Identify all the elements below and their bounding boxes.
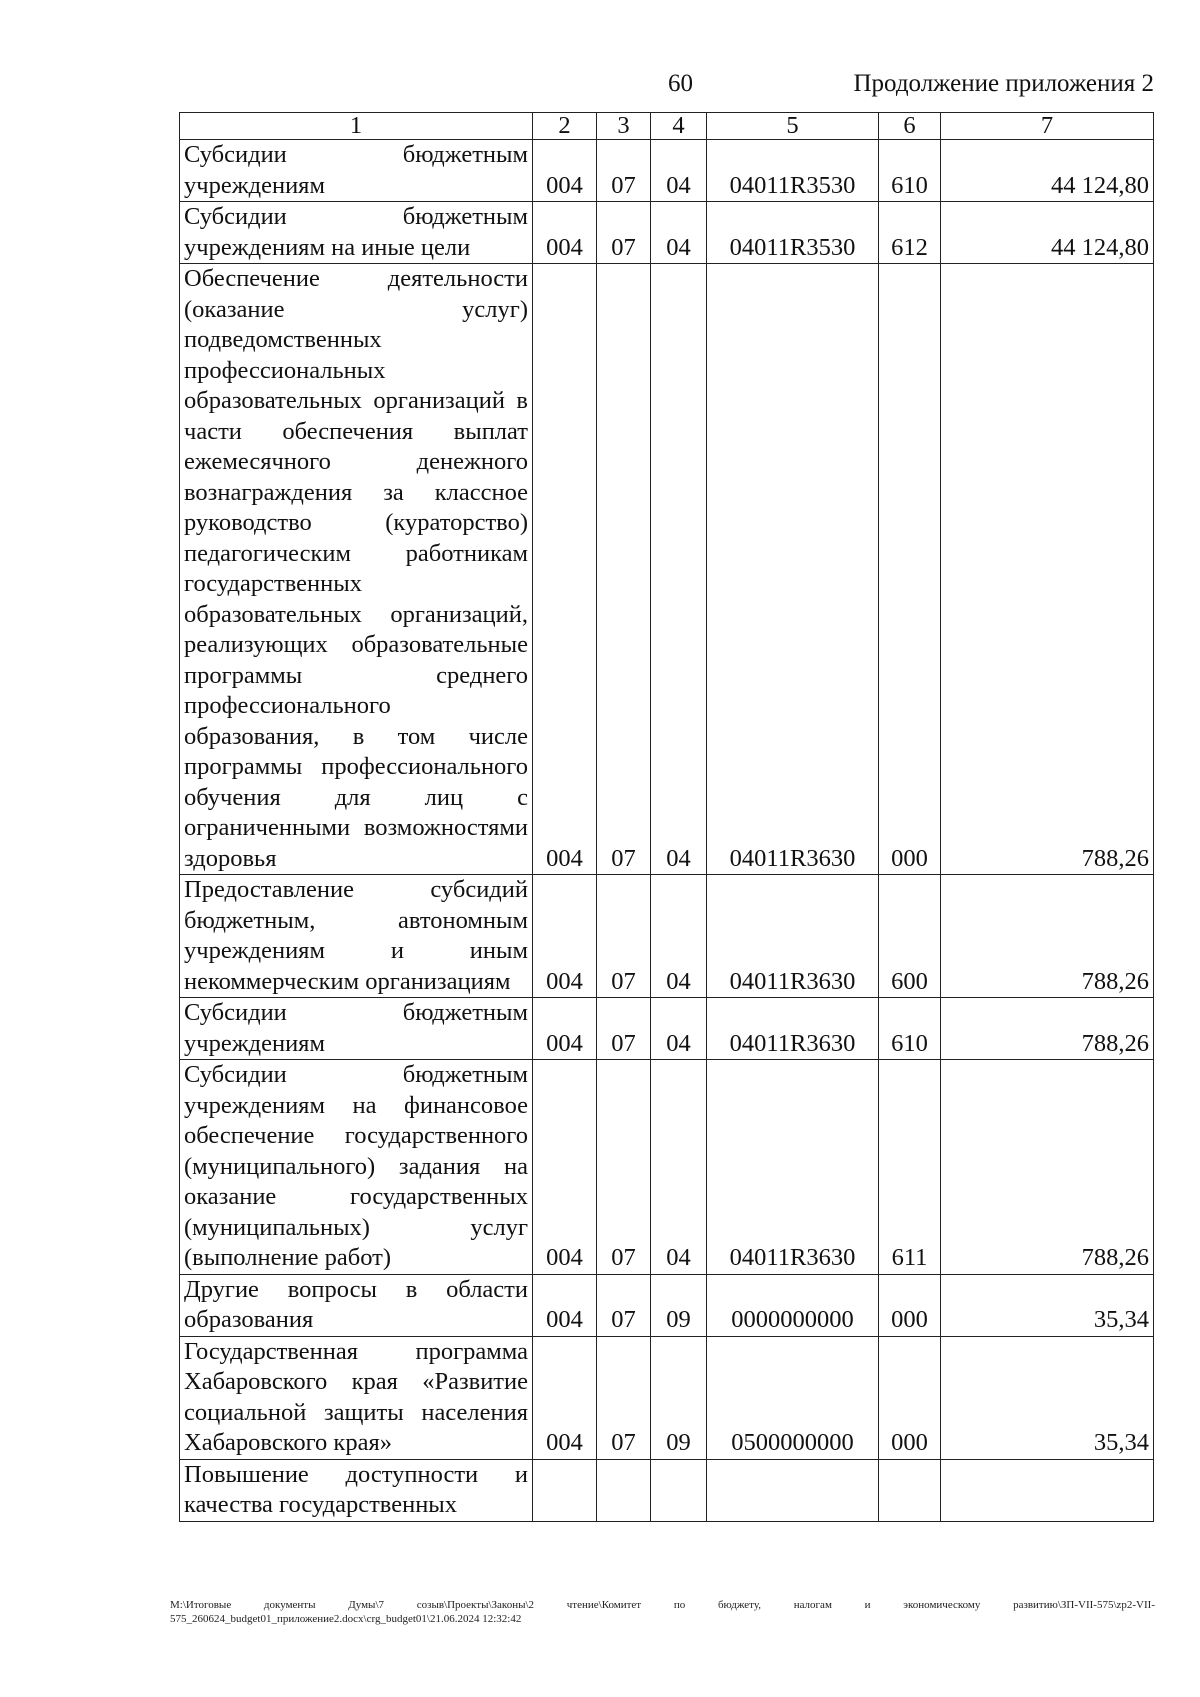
column-header: 7	[941, 113, 1154, 140]
cell-amount: 35,34	[941, 1274, 1154, 1336]
document-file-path: М:\Итоговые документы Думы\7 созыв\Проекты\Законы\2 чтение\Комитет по бюджету, налогам и экономическому развитию\ЗП-VII-575\zp2-VII-575_260624_budget01_приложение2.docx\crg_budget01\21.06.2024 12:32:42	[170, 1599, 1155, 1625]
cell-expense-type	[879, 1459, 941, 1521]
cell-code: 004	[533, 1060, 597, 1275]
cell-subsection: 09	[651, 1274, 707, 1336]
cell-code: 004	[533, 875, 597, 998]
appendix-continuation-title: Продолжение приложения 2	[853, 70, 1154, 97]
row-name: Субсидии бюджетным учреждениям	[180, 140, 533, 202]
cell-subsection	[651, 1459, 707, 1521]
cell-target-article: 0000000000	[707, 1274, 879, 1336]
cell-section	[597, 1459, 651, 1521]
cell-amount	[941, 1459, 1154, 1521]
cell-target-article: 04011R3630	[707, 1060, 879, 1275]
cell-amount: 44 124,80	[941, 202, 1154, 264]
cell-code: 004	[533, 998, 597, 1060]
cell-section: 07	[597, 1336, 651, 1459]
cell-code: 004	[533, 264, 597, 875]
cell-code: 004	[533, 140, 597, 202]
table-row	[180, 1274, 1154, 1336]
row-name: Предоставление субсидий бюджетным, автономным учреждениям и иным некоммерческим организациям	[180, 875, 533, 998]
column-header: 1	[180, 113, 533, 140]
cell-code: 004	[533, 202, 597, 264]
table-row	[180, 875, 1154, 998]
row-name: Другие вопросы в области образования	[180, 1274, 533, 1336]
cell-section: 07	[597, 264, 651, 875]
cell-section: 07	[597, 140, 651, 202]
cell-amount: 788,26	[941, 998, 1154, 1060]
table-row	[180, 1336, 1154, 1459]
cell-target-article: 04011R3630	[707, 998, 879, 1060]
row-name: Субсидии бюджетным учреждениям на иные цели	[180, 202, 533, 264]
cell-code: 004	[533, 1336, 597, 1459]
cell-subsection: 04	[651, 202, 707, 264]
cell-target-article	[707, 1459, 879, 1521]
cell-target-article: 04011R3630	[707, 875, 879, 998]
budget-table	[179, 112, 1154, 1522]
cell-expense-type: 610	[879, 998, 941, 1060]
row-name: Субсидии бюджетным учреждениям на финансовое обеспечение государственного (муниципального) задания на оказание государственных (муниципальных) услуг (выполнение работ)	[180, 1060, 533, 1275]
column-header: 3	[597, 113, 651, 140]
column-header: 4	[651, 113, 707, 140]
row-name: Субсидии бюджетным учреждениям	[180, 998, 533, 1060]
cell-section: 07	[597, 998, 651, 1060]
cell-expense-type: 610	[879, 140, 941, 202]
cell-target-article: 04011R3530	[707, 140, 879, 202]
cell-section: 07	[597, 202, 651, 264]
column-header: 6	[879, 113, 941, 140]
cell-expense-type: 611	[879, 1060, 941, 1275]
table-header-row	[180, 113, 1154, 140]
cell-section: 07	[597, 1060, 651, 1275]
column-header: 5	[707, 113, 879, 140]
row-name: Повышение доступности и качества государственных	[180, 1459, 533, 1521]
cell-expense-type: 612	[879, 202, 941, 264]
cell-section: 07	[597, 1274, 651, 1336]
cell-subsection: 09	[651, 1336, 707, 1459]
table-row	[180, 1060, 1154, 1275]
page-number: 60	[668, 70, 693, 97]
cell-expense-type: 600	[879, 875, 941, 998]
table-row	[180, 264, 1154, 875]
cell-section: 07	[597, 875, 651, 998]
cell-subsection: 04	[651, 264, 707, 875]
row-name: Обеспечение деятельности (оказание услуг) подведомственных профессиональных образовательных организаций в части обеспечения выплат ежемесячного денежного вознаграждения за классное руководство (кураторство) педагогическим работникам государственных образовательных организаций, реализующих образовательные программы среднего профессионального образования, в том числе программы профессионального обучения для лиц с ограниченными возможностями здоровья	[180, 264, 533, 875]
table-row	[180, 1459, 1154, 1521]
table-row	[180, 140, 1154, 202]
cell-target-article: 0500000000	[707, 1336, 879, 1459]
cell-subsection: 04	[651, 140, 707, 202]
cell-expense-type: 000	[879, 1336, 941, 1459]
cell-subsection: 04	[651, 875, 707, 998]
row-name: Государственная программа Хабаровского края «Развитие социальной защиты населения Хабаровского края»	[180, 1336, 533, 1459]
cell-code	[533, 1459, 597, 1521]
cell-amount: 788,26	[941, 264, 1154, 875]
cell-amount: 788,26	[941, 875, 1154, 998]
cell-amount: 788,26	[941, 1060, 1154, 1275]
column-header: 2	[533, 113, 597, 140]
cell-expense-type: 000	[879, 264, 941, 875]
cell-target-article: 04011R3530	[707, 202, 879, 264]
table-row	[180, 998, 1154, 1060]
cell-subsection: 04	[651, 998, 707, 1060]
cell-amount: 44 124,80	[941, 140, 1154, 202]
cell-target-article: 04011R3630	[707, 264, 879, 875]
cell-subsection: 04	[651, 1060, 707, 1275]
cell-code: 004	[533, 1274, 597, 1336]
cell-amount: 35,34	[941, 1336, 1154, 1459]
cell-expense-type: 000	[879, 1274, 941, 1336]
table-row	[180, 202, 1154, 264]
